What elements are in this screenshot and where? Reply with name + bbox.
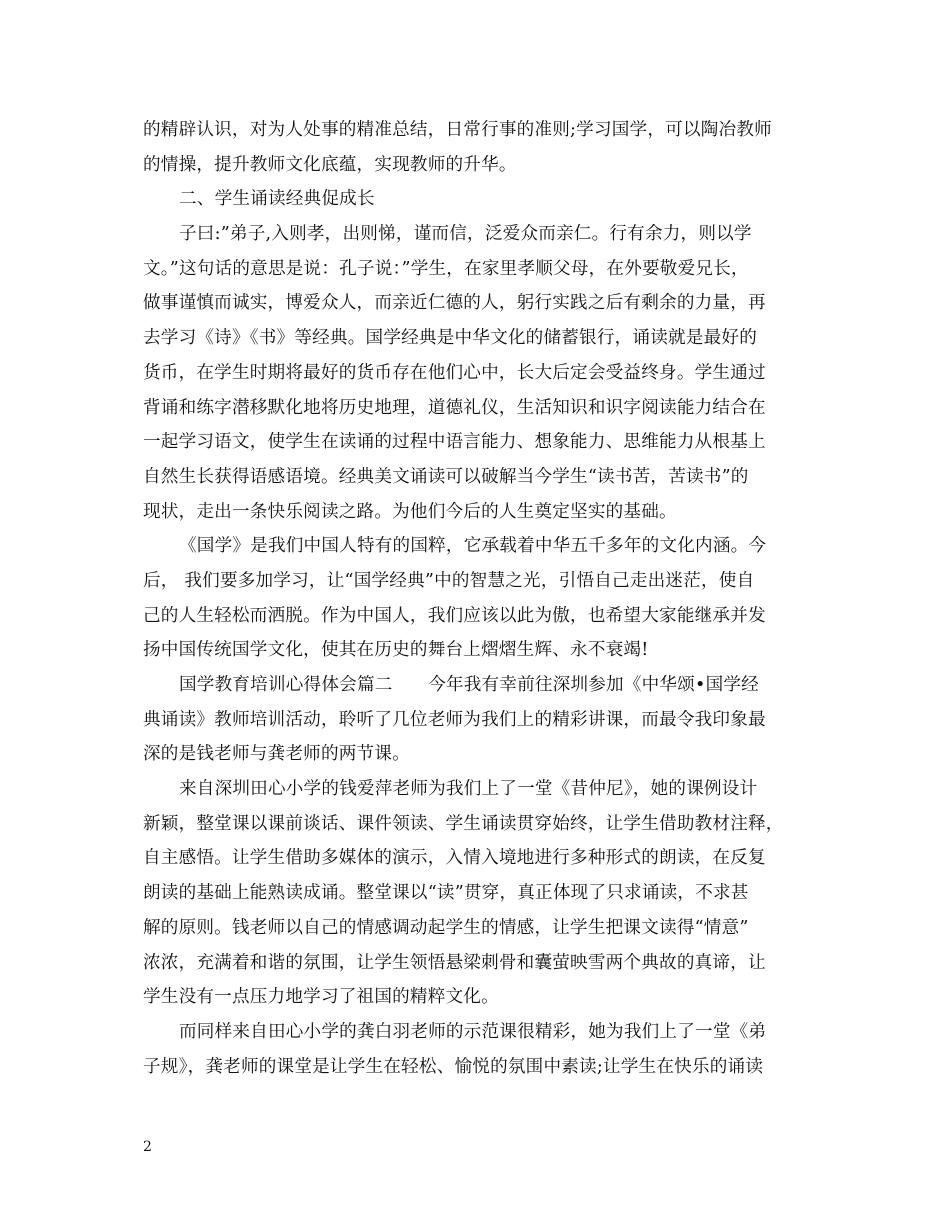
text-line: 做事谨慎而诚实，博爱众人，而亲近仁德的人，躬行实践之后有剩余的力量，再 xyxy=(143,293,766,314)
text-line: 学生没有一点压力地学习了祖国的精粹文化。 xyxy=(143,987,499,1008)
text-line: 的情操，提升教师文化底蕴，实现教师的升华。 xyxy=(143,154,517,175)
body-text xyxy=(143,113,808,1084)
text-line: 己的人生轻松而洒脱。作为中国人，我们应该以此为傲，也希望大家能继承并发 xyxy=(143,605,766,626)
text-line: 典诵读》教师培训活动，聆听了几位老师为我们上的精彩讲课，而最令我印象最 xyxy=(143,709,766,730)
text-line: 深的是钱老师与龚老师的两节课。 xyxy=(143,744,410,765)
text-line: 子规》，龚老师的课堂是让学生在轻松、愉悦的氛围中素读;让学生在快乐的诵读 xyxy=(143,1056,764,1077)
text-line: 自主感悟。让学生借助多媒体的演示，入情入境地进行多种形式的朗读，在反复 xyxy=(143,848,766,869)
page-number: 2 xyxy=(143,1139,152,1155)
text-line: 国学教育培训心得体会篇二 今年我有幸前往深圳参加《中华颂•国学经 xyxy=(179,675,759,695)
text-line: 一起学习语文，使学生在读诵的过程中语言能力、想象能力、思维能力从根基上 xyxy=(143,432,766,453)
text-line: 朗读的基础上能熟读成诵。整堂课以“读”贯穿，真正体现了只求诵读，不求甚 xyxy=(143,883,749,904)
text-line: 后， 我们要多加学习，让“国学经典”中的智慧之光，引悟自己走出迷茫，使自 xyxy=(143,570,755,591)
text-line: 解的原则。钱老师以自己的情感调动起学生的情感，让学生把课文读得“情意” xyxy=(143,917,749,938)
text-line: 新颖，整堂课以课前谈话、课件领读、学生诵读贯穿始终，让学生借助教材注释， xyxy=(143,813,784,834)
text-line: 子曰:”弟子,入则孝，出则悌，谨而信，泛爱众而亲仁。行有余力，则以学 xyxy=(179,224,752,245)
text-line: 现状，走出一条快乐阅读之路。为他们今后的人生奠定坚实的基础。 xyxy=(143,501,677,522)
text-line: 背诵和练字潜移默化地将历史地理，道德礼仪，生活知识和识字阅读能力结合在 xyxy=(143,397,766,418)
text-line: 的精辟认识，对为人处事的精准总结，日常行事的准则;学习国学，可以陶冶教师 xyxy=(143,120,772,140)
text-line: 浓浓，充满着和谐的氛围，让学生领悟悬梁刺骨和囊萤映雪两个典故的真谛，让 xyxy=(143,952,766,973)
text-line: 而同样来自田心小学的龚白羽老师的示范课很精彩，她为我们上了一堂《弟 xyxy=(179,1021,767,1042)
text-line: 货币，在学生时期将最好的货币存在他们心中，长大后定会受益终身。学生通过 xyxy=(143,362,766,383)
text-line: 来自深圳田心小学的钱爱萍老师为我们上了一堂《昔仲尼》，她的课例设计 xyxy=(179,779,758,800)
text-line: 去学习《诗》《书》等经典。国学经典是中华文化的储蓄银行，诵读就是最好的 xyxy=(143,328,757,349)
text-line: 二、学生诵读经典促成长 xyxy=(179,189,375,210)
text-line: 《国学》是我们中国人特有的国粹，它承载着中华五千多年的文化内涵。今 xyxy=(179,536,767,557)
text-line: 自然生长获得语感语境。经典美文诵读可以破解当今学生“读书苦，苦读书”的 xyxy=(143,466,749,487)
text-line: 扬中国传统国学文化，使其在历史的舞台上熠熠生辉、永不衰竭! xyxy=(143,640,649,661)
text-line: 文。”这句话的意思是说：孔子说：”学生，在家里孝顺父母，在外要敬爱兄长， xyxy=(143,258,749,279)
